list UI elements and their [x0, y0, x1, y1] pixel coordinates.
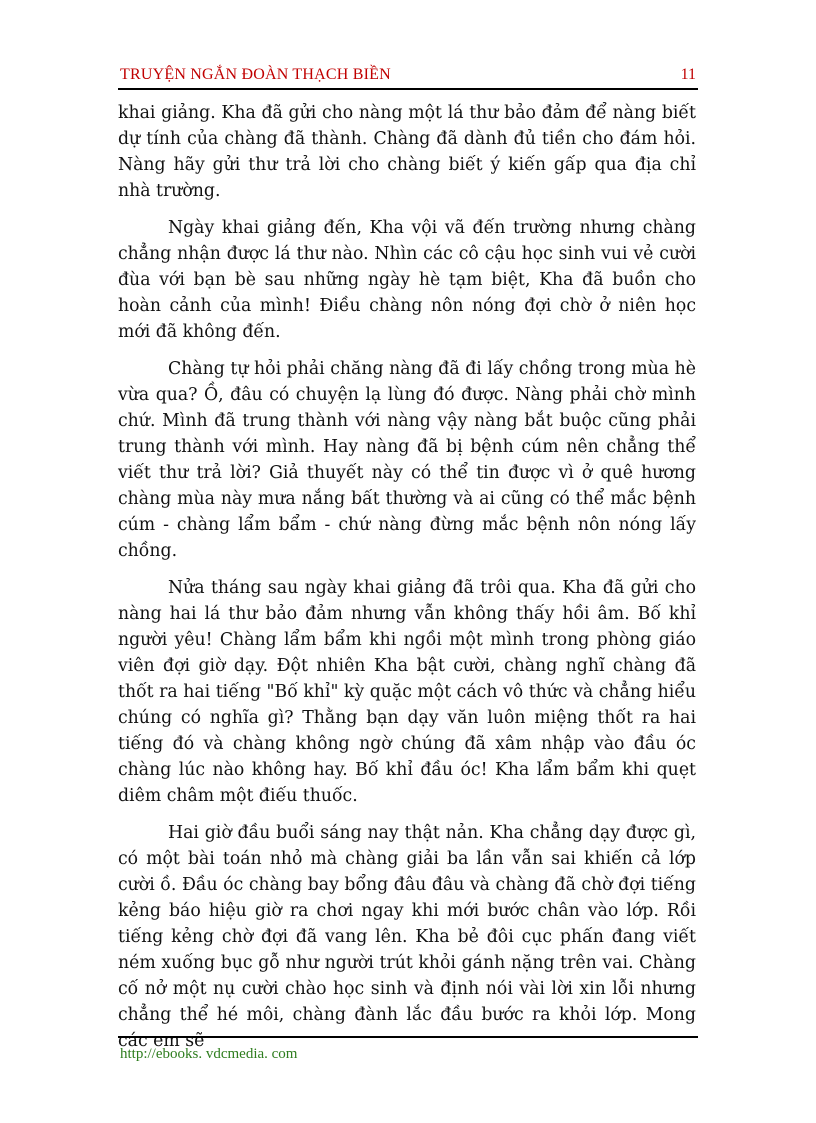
paragraph-4: Nửa tháng sau ngày khai giảng đã trôi qua. Kha đã gửi cho nàng hai lá thư bảo đảm nhưng vẫn không thấy hồi âm. Bố khỉ người yêu! Chàng lẩm bẩm khi ngồi một mình trong phòng giáo viên đợi giờ dạy. Đột nhiên Kha bật cười, chàng nghĩ chàng đã thốt ra hai tiếng "Bố khỉ" kỳ quặc một cách vô thức và chẳng hiểu chúng có nghĩa gì? Thằng bạn dạy văn luôn miệng thốt ra hai tiếng đó và chàng không ngờ chúng đã xâm nhập vào đầu óc chàng lúc nào không hay. Bố khỉ đầu óc! Kha lẩm bẩm khi quẹt diêm châm một điếu thuốc.: [118, 578, 696, 806]
footer-link[interactable]: http://ebooks. vdcmedia. com: [120, 1046, 298, 1062]
paragraph-3: Chàng tự hỏi phải chăng nàng đã đi lấy chồng trong mùa hè vừa qua? Ồ, đâu có chuyện lạ lùng đó được. Nàng phải chờ mình chứ. Mình đã trung thành với nàng vậy nàng bắt buộc cũng phải trung thành với mình. Hay nàng đã bị bệnh cúm nên chẳng thể viết thư trả lời? Giả thuyết này có thể tin được vì ở quê hương chàng mùa này mưa nắng bất thường và ai cũng có thể mắc bệnh cúm - chàng lẩm bẩm - chứ nàng đừng mắc bệnh nôn nóng lấy chồng.: [118, 359, 696, 561]
document-page: [118, 0, 698, 1123]
paragraph-1: khai giảng. Kha đã gửi cho nàng một lá thư bảo đảm để nàng biết dự tính của chàng đã thành. Chàng đã dành đủ tiền cho đám hỏi. Nàng hãy gửi thư trả lời cho chàng biết ý kiến gấp qua địa chỉ nhà trường.: [118, 103, 696, 201]
body-text: [118, 100, 696, 1065]
page-number: 11: [680, 66, 696, 83]
book-title: TRUYỆN NGẮN ĐOÀN THẠCH BIỀN: [120, 66, 391, 83]
paragraph-2: Ngày khai giảng đến, Kha vội vã đến trường nhưng chàng chẳng nhận được lá thư nào. Nhìn các cô cậu học sinh vui vẻ cười đùa với bạn bè sau những ngày hè tạm biệt, Kha đã buồn cho hoàn cảnh của mình! Điều chàng nôn nóng đợi chờ ở niên học mới đã không đến.: [118, 218, 696, 342]
paragraph-5: Hai giờ đầu buổi sáng nay thật nản. Kha chẳng dạy được gì, có một bài toán nhỏ mà chàng giải ba lần vẫn sai khiến cả lớp cười ồ. Đầu óc chàng bay bổng đâu đâu và chàng đã chờ đợi tiếng kẻng báo hiệu giờ ra chơi ngay khi mới bước chân vào lớp. Rồi tiếng kẻng chờ đợi đã vang lên. Kha bẻ đôi cục phấn đang viết ném xuống bục gỗ như người trút khỏi gánh nặng trên vai. Chàng cố nở một nụ cười chào học sinh và định nói vài lời xin lỗi nhưng chẳng thể hé môi, chàng đành lắc đầu bước ra khỏi lớp. Mong các em sẽ: [118, 823, 696, 1051]
page-header: [118, 66, 698, 90]
page-footer: [118, 1036, 698, 1063]
